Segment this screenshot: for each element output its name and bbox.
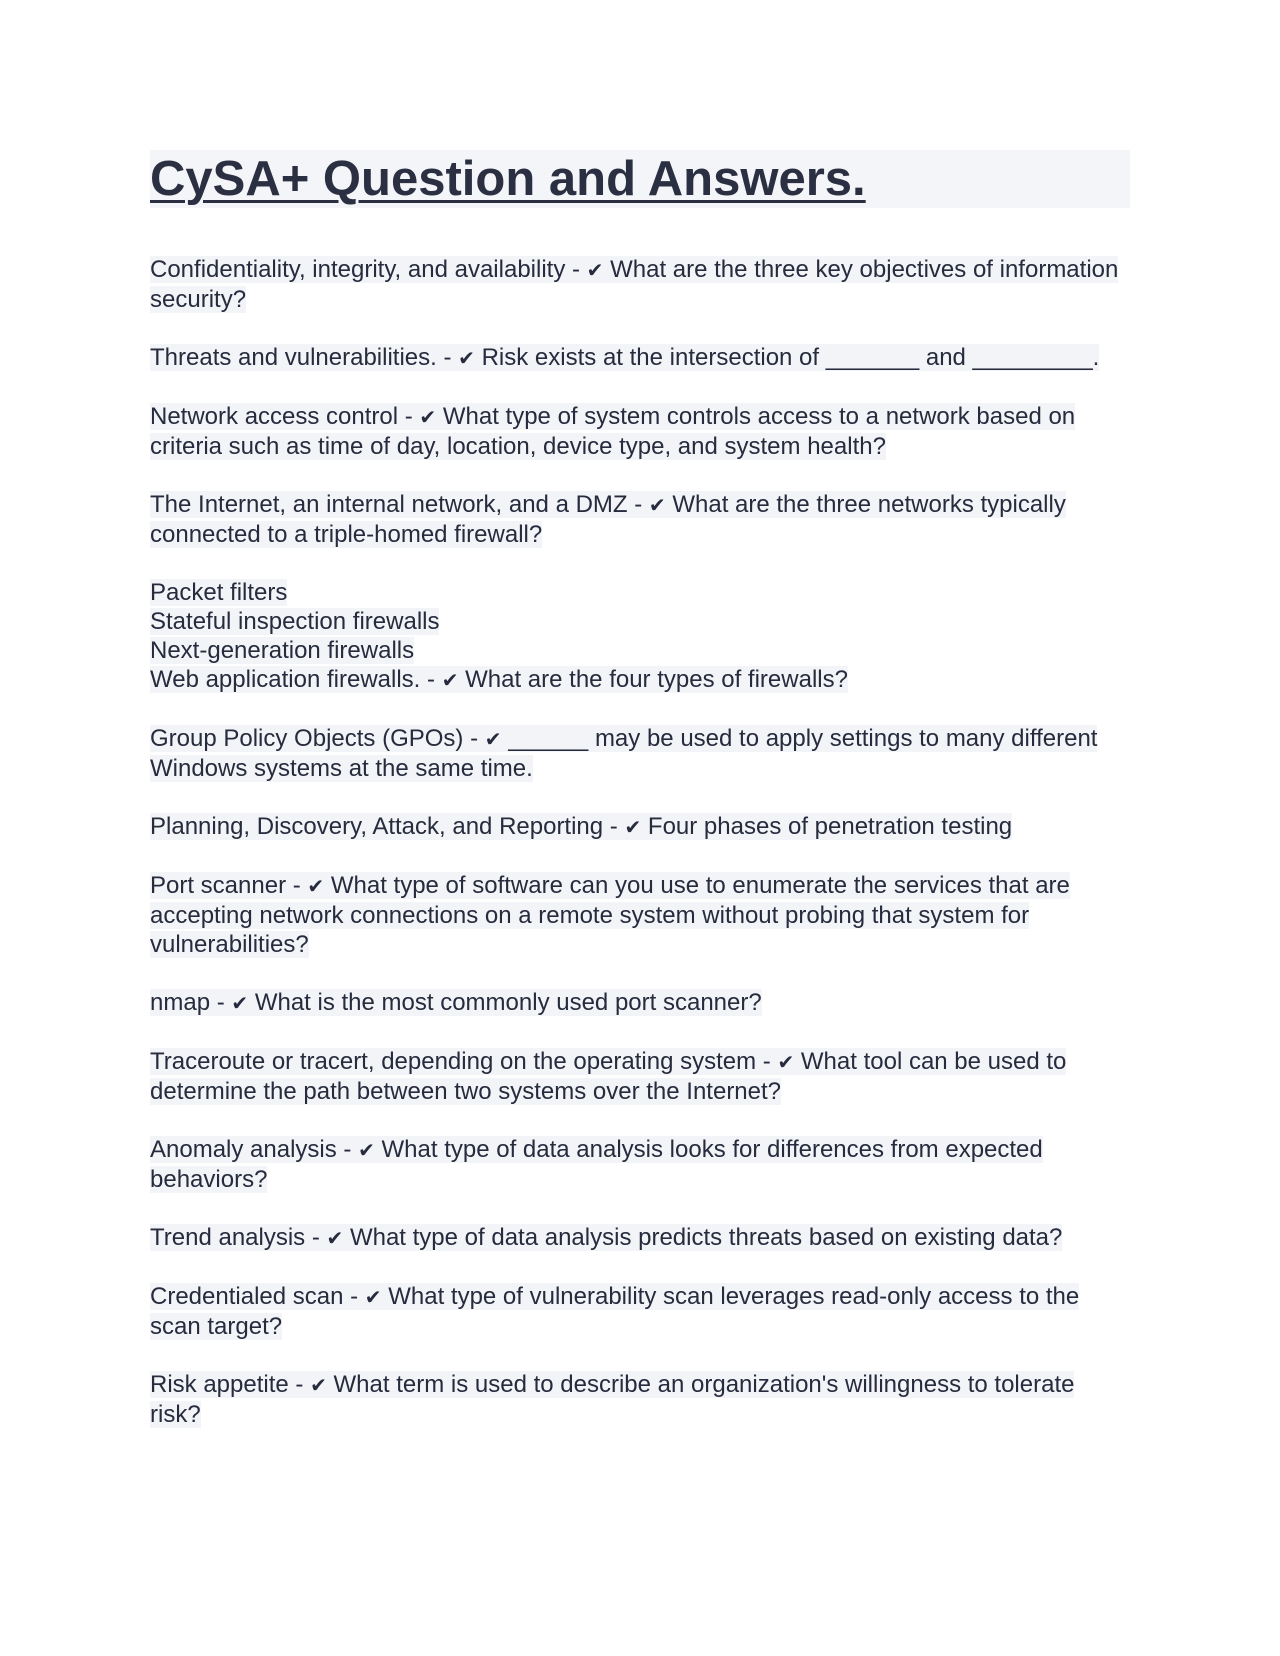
qa-item: Port scanner - ✔ What type of software can you use to enumerate the services that are accepting network connections on a remote system without probing that system for vulnerabilities?	[150, 872, 1070, 958]
qa-question: Four phases of penetration testing	[647, 813, 1013, 840]
qa-answer: The Internet, an internal network, and a DMZ	[150, 491, 628, 518]
check-icon: ✔	[484, 727, 502, 751]
qa-item: nmap - ✔ What is the most commonly used port scanner?	[150, 989, 762, 1016]
qa-item: Trend analysis - ✔ What type of data analysis predicts threats based on existing data?	[150, 1224, 1063, 1251]
qa-item: Credentialed scan - ✔ What type of vulnerability scan leverages read-only access to the scan target?	[150, 1283, 1080, 1340]
qa-item: The Internet, an internal network, and a DMZ - ✔ What are the three networks typically connected to a triple-homed firewall?	[150, 491, 1066, 548]
check-icon: ✔	[586, 258, 604, 282]
qa-item: Network access control - ✔ What type of system controls access to a network based on criteria such as time of day, location, device type, and system health?	[150, 403, 1076, 460]
qa-item: Traceroute or tracert, depending on the operating system - ✔ What tool can be used to determine the path between two systems over the Internet?	[150, 1048, 1067, 1105]
qa-question: What is the most commonly used port scanner?	[254, 989, 762, 1016]
qa-answer: Trend analysis	[150, 1224, 306, 1251]
qa-question: What tool can be used to determine the path between two systems over the Internet?	[150, 1048, 1067, 1105]
qa-item: Anomaly analysis - ✔ What type of data analysis looks for differences from expected behaviors?	[150, 1136, 1043, 1193]
qa-answer: Credentialed scan	[150, 1283, 344, 1310]
qa-answer-line: Packet filters	[150, 579, 288, 606]
check-icon: ✔	[648, 493, 666, 517]
qa-question: What are the three key objectives of information security?	[150, 256, 1119, 313]
qa-answer: Traceroute or tracert, depending on the operating system	[150, 1048, 757, 1075]
qa-item: Packet filters Stateful inspection firewalls Next-generation firewalls Web application firewalls. - ✔ What are the four types of firewalls?	[150, 579, 848, 693]
check-icon: ✔	[364, 1285, 382, 1309]
qa-answer: Planning, Discovery, Attack, and Reporting	[150, 813, 604, 840]
qa-item: Risk appetite - ✔ What term is used to describe an organization's willingness to tolerate risk?	[150, 1371, 1075, 1428]
qa-answer: nmap	[150, 989, 211, 1016]
qa-answer: Web application firewalls.	[150, 666, 421, 693]
qa-question: What are the four types of firewalls?	[465, 666, 848, 693]
document-page	[150, 150, 1130, 1458]
check-icon: ✔	[624, 815, 642, 839]
qa-question: What type of system controls access to a network based on criteria such as time of day, location, device type, and system health?	[150, 403, 1076, 460]
qa-answer: Port scanner	[150, 872, 287, 899]
qa-question: What type of data analysis looks for differences from expected behaviors?	[150, 1136, 1043, 1193]
qa-question: What type of data analysis predicts threats based on existing data?	[349, 1224, 1063, 1251]
qa-answer: Threats and vulnerabilities.	[150, 344, 437, 371]
qa-question: What term is used to describe an organization's willingness to tolerate risk?	[150, 1371, 1075, 1428]
check-icon: ✔	[419, 405, 437, 429]
qa-question: ______ may be used to apply settings to many different Windows systems at the same time.	[150, 725, 1098, 782]
check-icon: ✔	[458, 346, 475, 370]
qa-answer-line: Next-generation firewalls	[150, 637, 415, 664]
check-icon: ✔	[307, 874, 325, 898]
qa-answer: Confidentiality, integrity, and availability	[150, 256, 566, 283]
check-icon: ✔	[777, 1050, 795, 1074]
qa-answer: Group Policy Objects (GPOs)	[150, 725, 464, 752]
qa-answer: Risk appetite	[150, 1371, 289, 1398]
qa-item: Threats and vulnerabilities. - ✔ Risk exists at the intersection of _______ and _________.	[150, 344, 1100, 371]
qa-list	[150, 255, 1130, 1429]
qa-answer-line: Stateful inspection firewalls	[150, 608, 440, 635]
qa-item: Planning, Discovery, Attack, and Reporting - ✔ Four phases of penetration testing	[150, 813, 1013, 840]
qa-question: What are the three networks typically connected to a triple-homed firewall?	[150, 491, 1066, 548]
qa-answer: Network access control	[150, 403, 399, 430]
check-icon: ✔	[310, 1373, 327, 1397]
qa-question: What type of software can you use to enumerate the services that are accepting network connections on a remote system without probing that system for vulnerabilities?	[150, 872, 1070, 958]
qa-item: Confidentiality, integrity, and availability - ✔ What are the three key objectives of information security?	[150, 256, 1119, 313]
check-icon: ✔	[441, 668, 459, 692]
qa-answer: Anomaly analysis	[150, 1136, 337, 1163]
check-icon: ✔	[326, 1226, 344, 1250]
check-icon: ✔	[358, 1138, 375, 1162]
qa-question: What type of vulnerability scan leverages read-only access to the scan target?	[150, 1283, 1080, 1340]
qa-item: Group Policy Objects (GPOs) - ✔ ______ may be used to apply settings to many different Windows systems at the same time.	[150, 725, 1098, 782]
document-title: CySA+ Question and Answers.	[150, 150, 1130, 208]
check-icon: ✔	[231, 991, 249, 1015]
qa-question: Risk exists at the intersection of _______ and _________.	[481, 344, 1100, 371]
